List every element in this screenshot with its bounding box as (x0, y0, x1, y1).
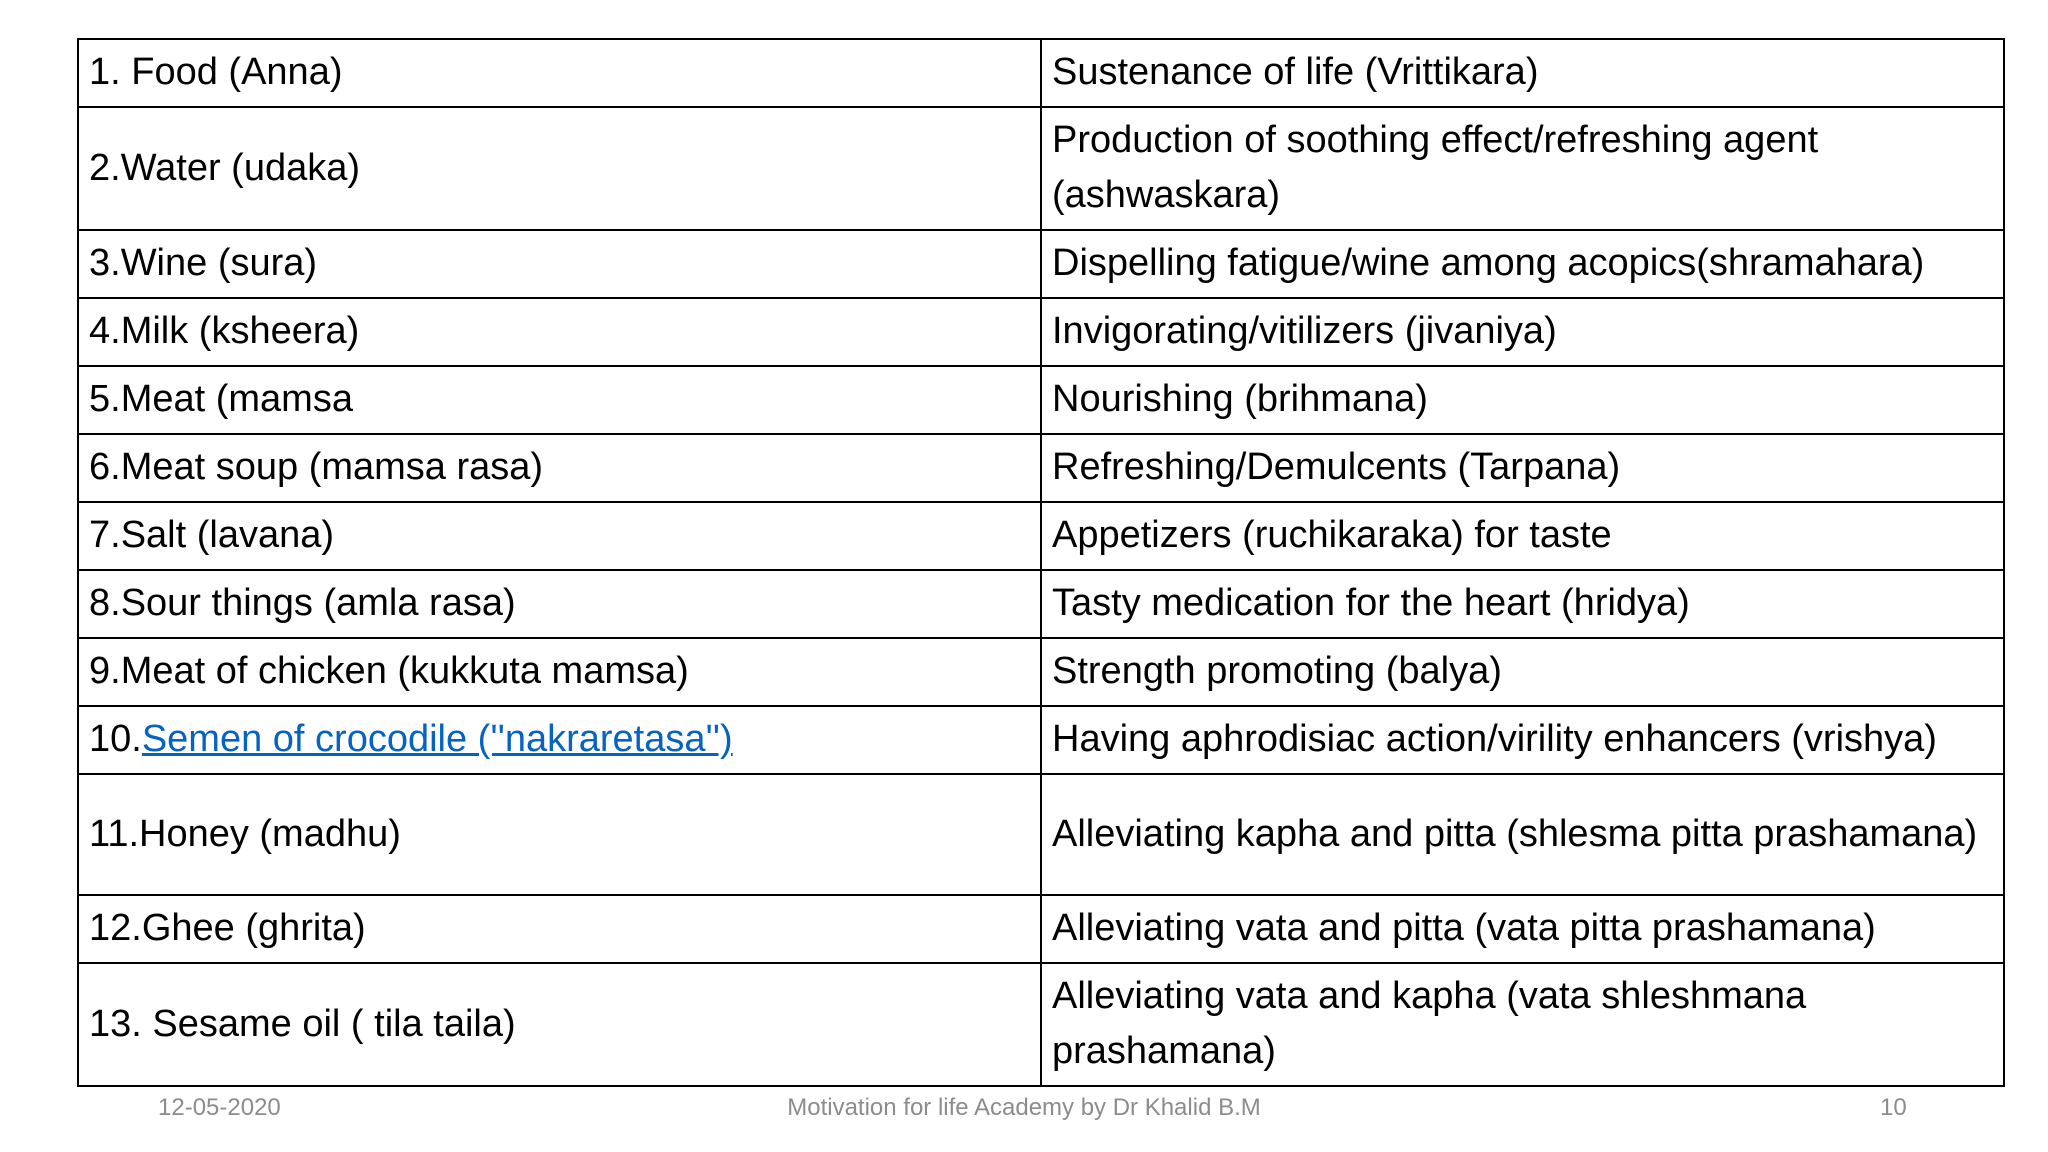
item-number: 10. (89, 718, 142, 760)
action-cell: Alleviating kapha and pitta (shlesma pitta prashamana) (1041, 774, 2004, 895)
item-cell (78, 706, 1041, 774)
action-cell: Sustenance of life (Vrittikara) (1041, 39, 2004, 107)
table-row (78, 963, 2004, 1086)
table-row (78, 706, 2004, 774)
table-row (78, 502, 2004, 570)
crocodile-link[interactable]: Semen of crocodile (''nakraretasa'') (141, 718, 733, 760)
action-cell: Alleviating vata and pitta (vata pitta prashamana) (1041, 895, 2004, 963)
table-row (78, 434, 2004, 502)
item-cell: 12.Ghee (ghrita) (78, 895, 1041, 963)
item-cell: 11.Honey (madhu) (78, 774, 1041, 895)
action-cell: Having aphrodisiac action/virility enhancers (vrishya) (1041, 706, 2004, 774)
action-cell: Production of soothing effect/refreshing agent (ashwaskara) (1041, 107, 2004, 230)
item-cell: 2.Water (udaka) (78, 107, 1041, 230)
footer-title: Motivation for life Academy by Dr Khalid B.M (787, 1094, 1261, 1121)
item-cell: 5.Meat (mamsa (78, 366, 1041, 434)
item-cell: 4.Milk (ksheera) (78, 298, 1041, 366)
item-cell: 7.Salt (lavana) (78, 502, 1041, 570)
table-row (78, 570, 2004, 638)
action-cell: Invigorating/vitilizers (jivaniya) (1041, 298, 2004, 366)
action-cell: Strength promoting (balya) (1041, 638, 2004, 706)
table-row (78, 298, 2004, 366)
page-number: 10 (1880, 1094, 1907, 1121)
action-cell: Appetizers (ruchikaraka) for taste (1041, 502, 2004, 570)
item-cell: 1. Food (Anna) (78, 39, 1041, 107)
table-row (78, 774, 2004, 895)
action-cell: Tasty medication for the heart (hridya) (1041, 570, 2004, 638)
footer-date: 12-05-2020 (158, 1094, 281, 1121)
action-cell: Nourishing (brihmana) (1041, 366, 2004, 434)
action-cell: Refreshing/Demulcents (Tarpana) (1041, 434, 2004, 502)
item-cell: 9.Meat of chicken (kukkuta mamsa) (78, 638, 1041, 706)
item-cell: 8.Sour things (amla rasa) (78, 570, 1041, 638)
table-row (78, 39, 2004, 107)
item-cell: 3.Wine (sura) (78, 230, 1041, 298)
remedies-table (77, 38, 2005, 1087)
action-cell: Alleviating vata and kapha (vata shleshmana prashamana) (1041, 963, 2004, 1086)
table-row (78, 107, 2004, 230)
action-cell: Dispelling fatigue/wine among acopics(shramahara) (1041, 230, 2004, 298)
table-row (78, 895, 2004, 963)
item-cell: 6.Meat soup (mamsa rasa) (78, 434, 1041, 502)
table-row (78, 366, 2004, 434)
table-row (78, 230, 2004, 298)
item-cell: 13. Sesame oil ( tila taila) (78, 963, 1041, 1086)
table-row (78, 638, 2004, 706)
